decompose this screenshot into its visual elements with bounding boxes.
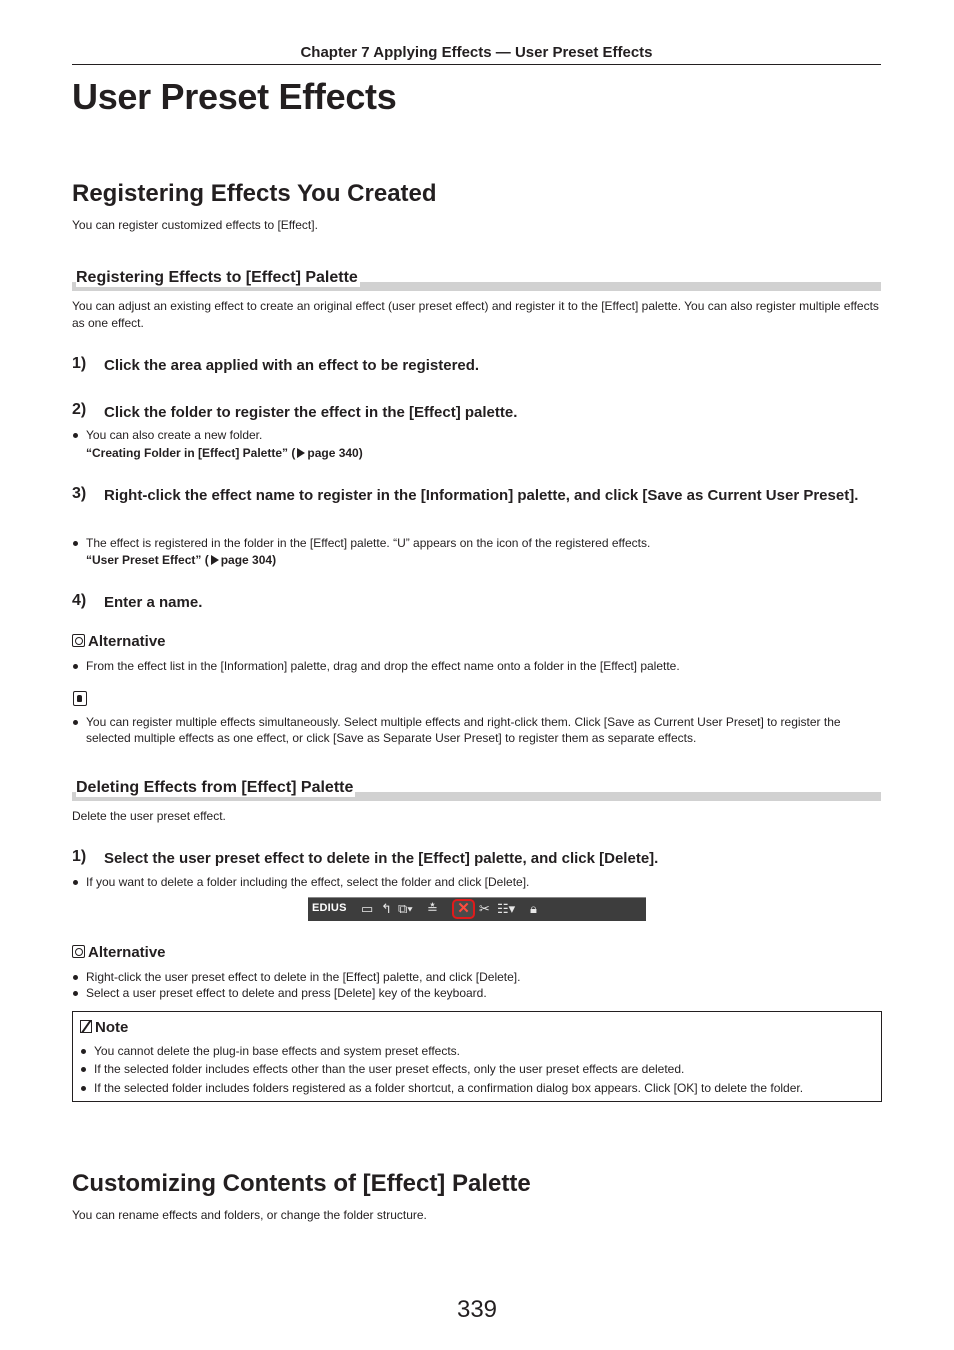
- header-rule: [72, 64, 881, 65]
- subsection-description: Delete the user preset effect.: [72, 809, 226, 823]
- alternative-icon: [72, 945, 85, 958]
- cross-reference-link[interactable]: [86, 446, 363, 460]
- reference-text: “Creating Folder in [Effect] Palette” (: [86, 446, 296, 460]
- step-bullet: You can also create a new folder.: [72, 427, 881, 443]
- step-number: 3): [72, 485, 87, 502]
- alternative-item: Right-click the user preset effect to delete in the [Effect] palette, and click [Delete].: [72, 969, 881, 985]
- alternative-item: Select a user preset effect to delete and press [Delete] key of the keyboard.: [72, 985, 881, 1001]
- import-icon[interactable]: ≛: [427, 901, 438, 916]
- lock-icon[interactable]: 🔒︎: [530, 901, 537, 916]
- step-bullet: The effect is registered in the folder in the [Effect] palette. “U” appears on the icon of the registered effects.: [72, 535, 881, 551]
- up-folder-icon[interactable]: ↰: [381, 901, 392, 916]
- step-text: Select the user preset effect to delete in the [Effect] palette, and click [Delete].: [104, 850, 659, 867]
- subsection-title-deleting: Deleting Effects from [Effect] Palette: [76, 779, 354, 796]
- step-text: Right-click the effect name to register in the [Information] palette, and click [Save as Current User Preset].: [104, 487, 859, 504]
- page-number: 339: [456, 1296, 498, 1323]
- section-title-customizing: Customizing Contents of [Effect] Palette: [72, 1170, 531, 1197]
- step-number: 1): [72, 355, 87, 372]
- folder-icon[interactable]: ▭: [361, 901, 374, 916]
- tip-item: You can register multiple effects simultaneously. Select multiple effects and right-click them. Click [Save as Current User Preset] to register the selected multiple effects as one effect, or click [Save as Separate User Preset] to register them as separate effects.: [72, 714, 881, 746]
- note-item: If the selected folder includes effects other than the user preset effects, only the user preset effects are deleted.: [80, 1061, 875, 1077]
- section-intro: You can rename effects and folders, or change the folder structure.: [72, 1208, 427, 1222]
- alternative-label: Alternative: [88, 633, 166, 650]
- edius-logo: EDIUS: [312, 902, 347, 914]
- step-number: 1): [72, 848, 87, 865]
- step-text: Click the folder to register the effect in the [Effect] palette.: [104, 404, 518, 421]
- view-toggle-icon[interactable]: ☷▾: [497, 901, 516, 916]
- cross-reference-link[interactable]: [86, 553, 276, 567]
- cut-icon[interactable]: ✂: [479, 901, 490, 916]
- note-heading: [80, 1019, 128, 1036]
- tip-icon: [73, 691, 87, 706]
- page-arrow-icon: [297, 448, 305, 458]
- step-text: Enter a name.: [104, 594, 203, 611]
- alternative-item: From the effect list in the [Information] palette, drag and drop the effect name onto a folder in the [Effect] palette.: [72, 658, 881, 674]
- step-text: Click the area applied with an effect to be registered.: [104, 357, 480, 374]
- effect-palette-toolbar: [308, 897, 646, 921]
- section-intro: You can register customized effects to [Effect].: [72, 218, 318, 232]
- step-number: 2): [72, 401, 87, 418]
- alternative-heading: [72, 944, 166, 961]
- chapter-header: Chapter 7 Applying Effects — User Preset Effects: [300, 44, 653, 61]
- alternative-label: Alternative: [88, 944, 166, 961]
- section-title-registering: Registering Effects You Created: [72, 180, 437, 207]
- note-item: If the selected folder includes folders registered as a folder shortcut, a confirmation dialog box appears. Click [OK] to delete the folder.: [80, 1080, 875, 1096]
- delete-button[interactable]: ✕: [452, 899, 475, 919]
- subsection-description: You can adjust an existing effect to create an original effect (user preset effect) and register it to the [Effect] palette. You can also register multiple effects as one effect.: [72, 299, 879, 330]
- folder-tree-icon[interactable]: ⧉▾: [398, 901, 413, 916]
- alternative-icon: [72, 634, 85, 647]
- alternative-heading: [72, 633, 166, 650]
- step-bullet: If you want to delete a folder including the effect, select the folder and click [Delete].: [72, 874, 881, 890]
- page-arrow-icon: [211, 555, 219, 565]
- reference-page: page 340): [307, 446, 363, 460]
- reference-text: “User Preset Effect” (: [86, 553, 209, 567]
- subsection-title-registering: Registering Effects to [Effect] Palette: [76, 269, 358, 286]
- note-icon: [80, 1020, 92, 1033]
- step-number: 4): [72, 592, 87, 609]
- reference-page: page 304): [220, 553, 277, 567]
- note-label: Note: [95, 1019, 129, 1036]
- note-item: You cannot delete the plug-in base effects and system preset effects.: [80, 1043, 875, 1059]
- page-title: User Preset Effects: [72, 76, 397, 117]
